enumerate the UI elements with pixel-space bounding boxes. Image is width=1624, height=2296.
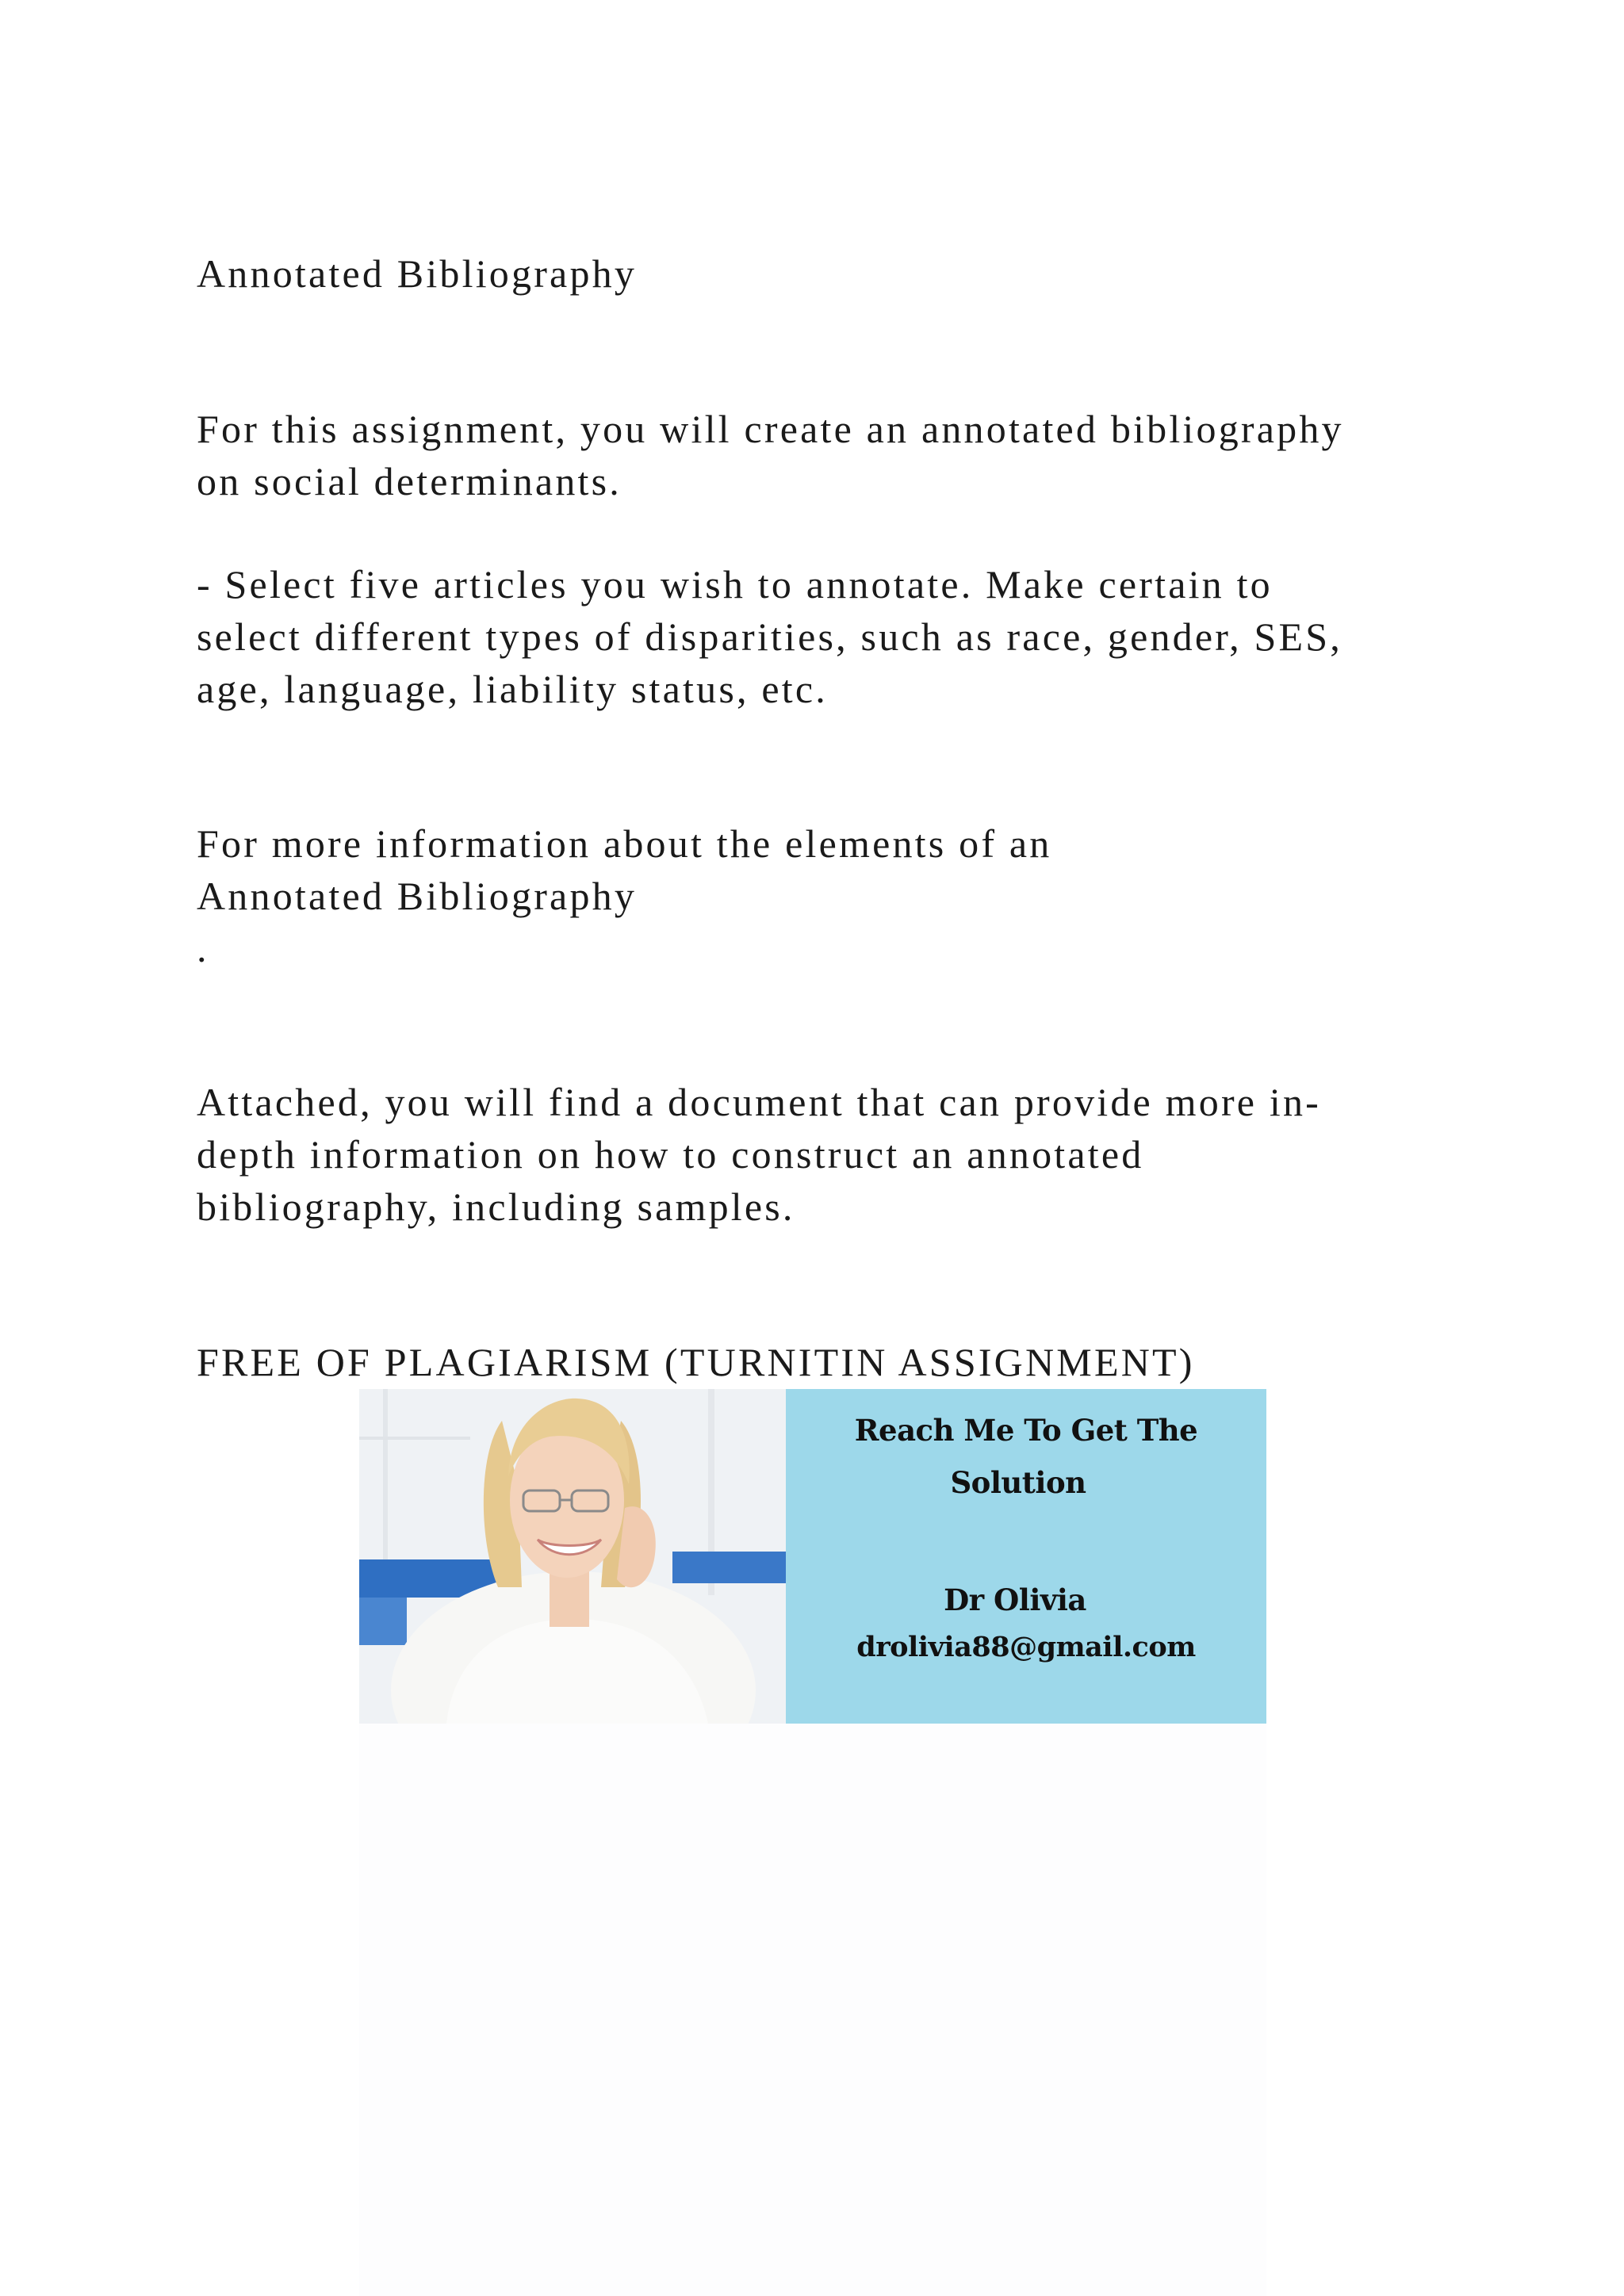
intro-line-2: on social determinants. <box>197 459 622 503</box>
more-info-line-2: Annotated Bibliography <box>197 874 638 918</box>
intro-paragraph <box>197 403 1434 507</box>
contact-card <box>786 1389 1266 1724</box>
instruction-line-1: - Select five articles you wish to annotate. Make certain to <box>197 562 1273 607</box>
contact-banner <box>359 1389 1266 1724</box>
notice-text: FREE OF PLAGIARISM (TURNITIN ASSIGNMENT) <box>197 1340 1195 1384</box>
intro-line-1: For this assignment, you will create an annotated bibliography <box>197 407 1344 451</box>
contact-email: drolivia88@gmail.com <box>856 1631 1196 1663</box>
plagiarism-notice <box>197 1336 1434 1388</box>
title-text: Annotated Bibliography <box>197 251 638 296</box>
contact-name: Dr Olivia <box>944 1582 1086 1617</box>
blank-image-area <box>359 1724 1266 2296</box>
attached-paragraph <box>197 1076 1434 1233</box>
more-info-line-3: . <box>197 926 209 970</box>
more-info-paragraph <box>197 817 1434 974</box>
document-title <box>197 247 1434 300</box>
attached-line-3: bibliography, including samples. <box>197 1184 795 1229</box>
woman-photo-illustration <box>359 1389 786 1724</box>
instruction-line-3: age, language, liability status, etc. <box>197 667 828 711</box>
instruction-line-2: select different types of disparities, such as race, gender, SES, <box>197 614 1342 659</box>
more-info-line-1: For more information about the elements of an <box>197 821 1052 866</box>
instruction-paragraph <box>197 558 1434 715</box>
headline-line-1: Reach Me To Get The <box>854 1413 1198 1448</box>
headline-line-2: Solution <box>950 1465 1086 1500</box>
woman-photo-image <box>359 1389 786 1724</box>
attached-line-2: depth information on how to construct an annotated <box>197 1132 1144 1177</box>
attached-line-1: Attached, you will find a document that can provide more in- <box>197 1080 1322 1124</box>
